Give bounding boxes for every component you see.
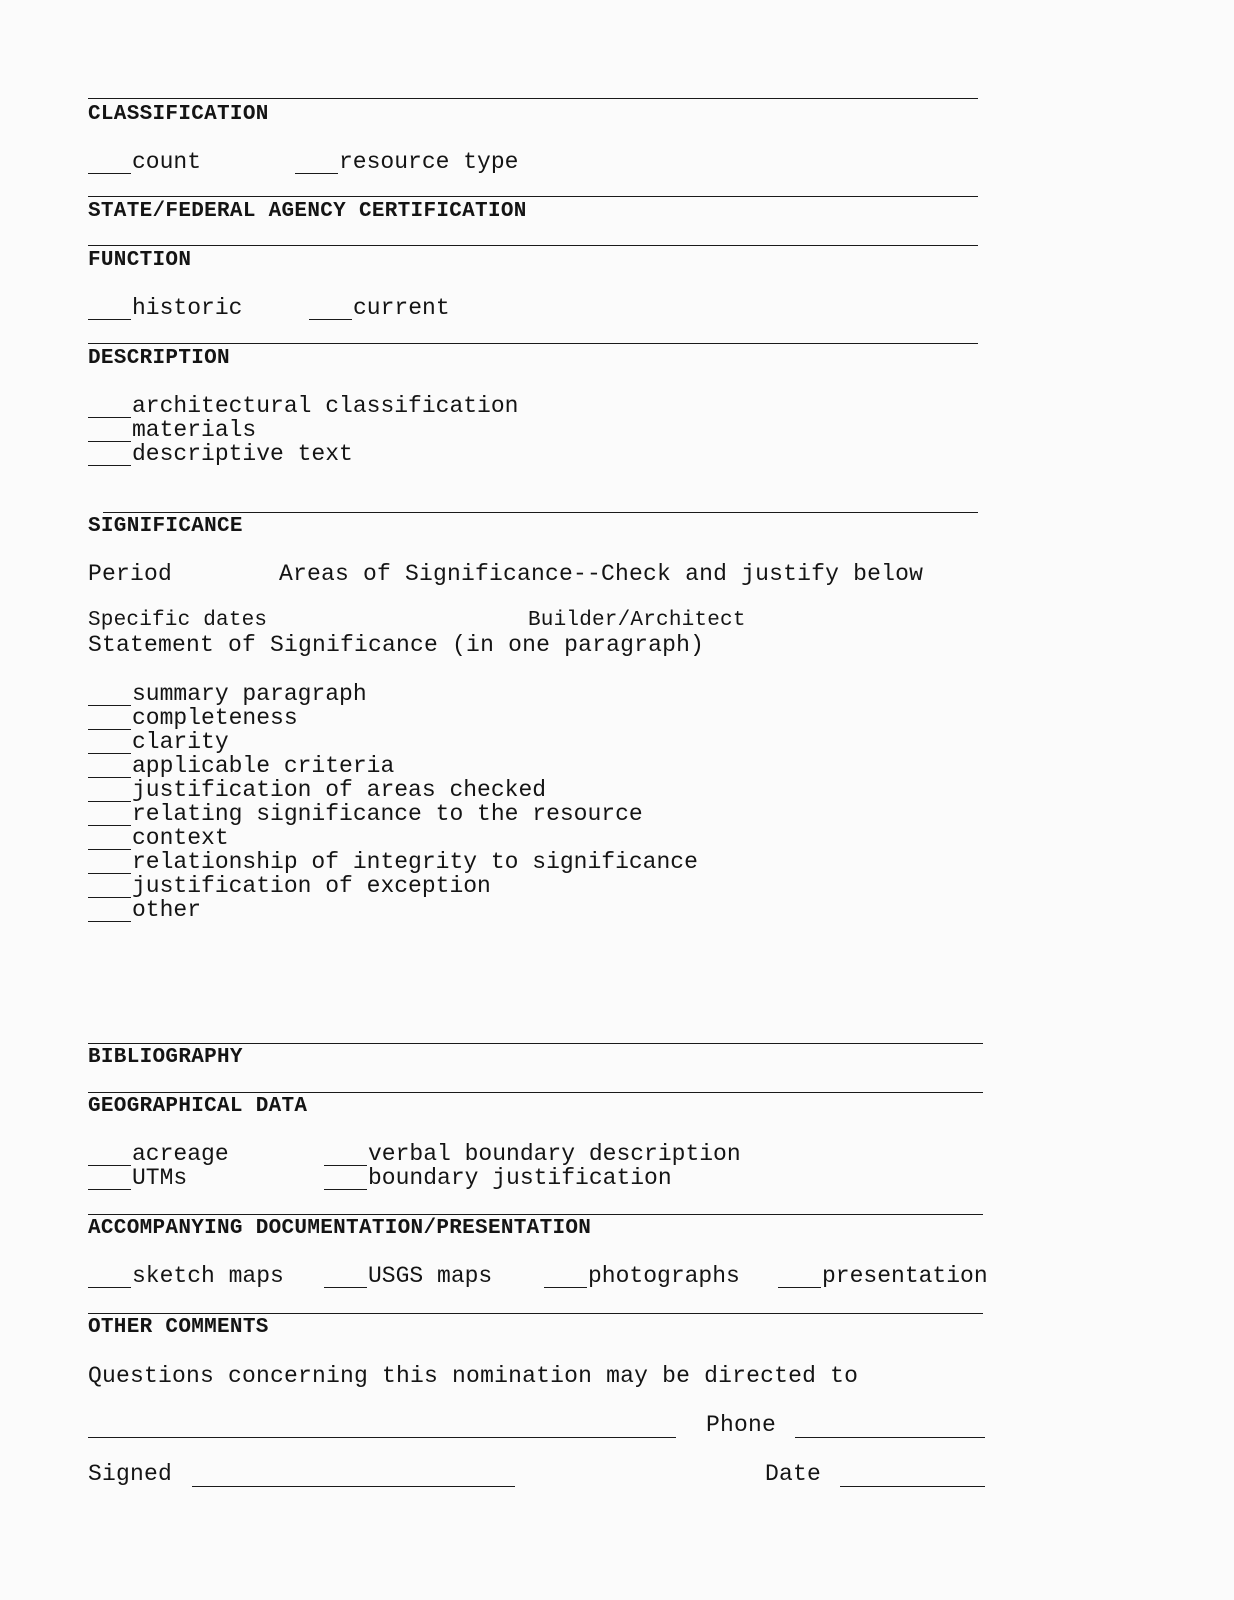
- checkbox-resource-type[interactable]: [295, 150, 518, 174]
- check-blank[interactable]: [88, 421, 131, 442]
- statement-of-significance-label: Statement of Significance (in one paragraph): [88, 632, 705, 658]
- checkbox-label: current: [353, 295, 450, 321]
- check-blank[interactable]: [88, 805, 131, 826]
- checkbox-label: completeness: [132, 705, 298, 731]
- builder-architect-label: Builder/Architect: [528, 609, 746, 632]
- checkbox-current[interactable]: [309, 296, 450, 320]
- check-blank[interactable]: [88, 1145, 131, 1166]
- checkbox-label: boundary justification: [368, 1165, 672, 1191]
- check-blank[interactable]: [88, 709, 131, 730]
- check-blank[interactable]: [88, 445, 131, 466]
- checkbox-label: descriptive text: [132, 441, 353, 467]
- checkbox-count[interactable]: [88, 150, 201, 174]
- description-heading: DESCRIPTION: [88, 347, 230, 370]
- checkbox-label: justification of areas checked: [132, 777, 547, 803]
- description-checklist: [88, 394, 518, 466]
- checkbox-label: clarity: [132, 729, 229, 755]
- date-label: Date: [765, 1461, 822, 1487]
- checkbox-label: UTMs: [132, 1165, 188, 1191]
- checkbox-label: historic: [132, 295, 243, 321]
- checkbox-applicable-criteria[interactable]: [88, 754, 698, 778]
- checkbox-clarity[interactable]: [88, 730, 698, 754]
- checkbox-label: other: [132, 897, 202, 923]
- checkbox-descriptive-text[interactable]: [88, 442, 518, 466]
- checkbox-completeness[interactable]: [88, 706, 698, 730]
- checkbox-historic[interactable]: [88, 296, 242, 320]
- checkbox-label: USGS maps: [368, 1263, 493, 1289]
- bibliography-heading: BIBLIOGRAPHY: [88, 1046, 243, 1069]
- other-comments-heading: OTHER COMMENTS: [88, 1316, 269, 1339]
- check-blank[interactable]: [778, 1267, 821, 1288]
- checkbox-label: relating significance to the resource: [132, 801, 643, 827]
- checkbox-summary-paragraph[interactable]: [88, 682, 698, 706]
- checkbox-label: resource type: [339, 149, 519, 175]
- check-blank[interactable]: [88, 757, 131, 778]
- checkbox-usgs-maps[interactable]: [324, 1264, 492, 1288]
- checkbox-context[interactable]: [88, 826, 698, 850]
- check-blank[interactable]: [88, 877, 131, 898]
- significance-checklist: [88, 682, 698, 922]
- section-rule: [88, 98, 978, 99]
- check-blank[interactable]: [88, 733, 131, 754]
- checkbox-label: justification of exception: [132, 873, 491, 899]
- checkbox-label: context: [132, 825, 229, 851]
- section-rule: [88, 1214, 983, 1215]
- section-rule: [88, 1092, 983, 1093]
- phone-label: Phone: [706, 1412, 777, 1438]
- checkbox-label: relationship of integrity to significance: [132, 849, 698, 875]
- check-blank[interactable]: [88, 1267, 131, 1288]
- checkbox-label: summary paragraph: [132, 681, 367, 707]
- checkbox-justification-of-areas-checked[interactable]: [88, 778, 698, 802]
- check-blank[interactable]: [88, 397, 131, 418]
- signature-field[interactable]: [192, 1486, 515, 1487]
- check-blank[interactable]: [324, 1145, 367, 1166]
- checkbox-label: acreage: [132, 1141, 229, 1167]
- significance-heading: SIGNIFICANCE: [88, 515, 243, 538]
- classification-heading: CLASSIFICATION: [88, 103, 269, 126]
- checkbox-verbal-boundary-description[interactable]: [324, 1142, 741, 1166]
- checkbox-label: applicable criteria: [132, 753, 395, 779]
- checkbox-relationship-of-integrity[interactable]: [88, 850, 698, 874]
- check-blank[interactable]: [324, 1267, 367, 1288]
- check-blank[interactable]: [88, 299, 131, 320]
- section-rule: [88, 245, 978, 246]
- checkbox-sketch-maps[interactable]: [88, 1264, 284, 1288]
- checkbox-boundary-justification[interactable]: [324, 1166, 741, 1190]
- documentation-heading: ACCOMPANYING DOCUMENTATION/PRESENTATION: [88, 1217, 592, 1240]
- section-rule: [103, 512, 978, 513]
- checkbox-other[interactable]: [88, 898, 698, 922]
- checkbox-label: verbal boundary description: [368, 1141, 741, 1167]
- signed-label: Signed: [88, 1461, 173, 1487]
- check-blank[interactable]: [544, 1267, 587, 1288]
- checkbox-architectural-classification[interactable]: [88, 394, 518, 418]
- phone-field[interactable]: [795, 1437, 985, 1438]
- contact-name-field[interactable]: [88, 1437, 676, 1438]
- section-rule: [88, 1043, 983, 1044]
- geographical-right-checklist: [324, 1142, 741, 1190]
- checkbox-label: presentation: [822, 1263, 988, 1289]
- check-blank[interactable]: [88, 153, 131, 174]
- check-blank[interactable]: [309, 299, 352, 320]
- check-blank[interactable]: [88, 781, 131, 802]
- geographical-left-checklist: [88, 1142, 229, 1190]
- checkbox-materials[interactable]: [88, 418, 518, 442]
- checkbox-label: sketch maps: [132, 1263, 284, 1289]
- date-field[interactable]: [840, 1486, 985, 1487]
- check-blank[interactable]: [324, 1169, 367, 1190]
- check-blank[interactable]: [88, 685, 131, 706]
- checkbox-photographs[interactable]: [544, 1264, 740, 1288]
- section-rule: [88, 196, 978, 197]
- specific-dates-label: Specific dates: [88, 609, 268, 632]
- areas-of-significance-label: Areas of Significance--Check and justify below: [279, 561, 924, 587]
- certification-heading: STATE/FEDERAL AGENCY CERTIFICATION: [88, 200, 527, 223]
- geographical-data-heading: GEOGRAPHICAL DATA: [88, 1095, 308, 1118]
- checkbox-label: count: [132, 149, 202, 175]
- check-blank[interactable]: [88, 829, 131, 850]
- check-blank[interactable]: [88, 853, 131, 874]
- check-blank[interactable]: [295, 153, 338, 174]
- checkbox-acreage[interactable]: [88, 1142, 229, 1166]
- checkbox-presentation[interactable]: [778, 1264, 988, 1288]
- function-heading: FUNCTION: [88, 249, 192, 272]
- checkbox-label: materials: [132, 417, 257, 443]
- checkbox-label: architectural classification: [132, 393, 519, 419]
- section-rule: [88, 343, 978, 344]
- checkbox-label: photographs: [588, 1263, 740, 1289]
- check-blank[interactable]: [88, 901, 131, 922]
- checkbox-relating-significance[interactable]: [88, 802, 698, 826]
- section-rule: [88, 1313, 983, 1314]
- checkbox-justification-of-exception[interactable]: [88, 874, 698, 898]
- check-blank[interactable]: [88, 1169, 131, 1190]
- period-label: Period: [88, 561, 173, 587]
- questions-text: Questions concerning this nomination may be directed to: [88, 1363, 859, 1389]
- checkbox-utms[interactable]: [88, 1166, 229, 1190]
